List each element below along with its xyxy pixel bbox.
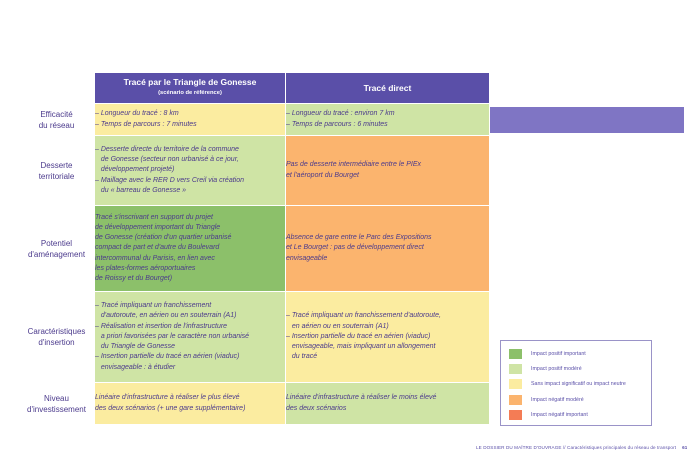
cell-text-line: – Longueur du tracé : 8 km [95, 110, 179, 118]
row-label-line: d'aménagement [27, 249, 86, 259]
cell-text-line: du Triangle de Gonesse [95, 343, 176, 351]
column-header-title: Tracé direct [363, 82, 412, 93]
legend-label: Impact positif important [531, 350, 586, 357]
column-header-subtitle: (scénario de référence) [158, 90, 222, 96]
table-row [19, 206, 490, 292]
cell-text-line: les plates-formes aéroportuaires [95, 264, 196, 272]
legend-item [509, 408, 651, 423]
table-cell [95, 292, 286, 383]
row-label-line: Niveau [44, 393, 69, 403]
cell-text-line: du « barreau de Gonesse » [95, 186, 187, 194]
cell-text-line: Tracé s'inscrivant en support du projet [95, 213, 213, 221]
table-cell [286, 206, 490, 292]
row-label-line: du réseau [38, 120, 75, 130]
table-row [19, 104, 490, 136]
legend-label: Impact positif modéré [531, 366, 582, 373]
legend-item [509, 392, 651, 407]
table-cell [286, 136, 490, 206]
table-cell [286, 383, 490, 425]
legend-swatch [509, 349, 522, 359]
legend-swatch [509, 410, 522, 420]
table-cell [95, 206, 286, 292]
table-cell [95, 383, 286, 425]
decorative-band [490, 107, 684, 133]
legend-label: Sans impact significatif ou impact neutre [531, 381, 626, 388]
cell-text-line: Linéaire d'infrastructure à réaliser le moins élevé [286, 394, 437, 402]
row-label [19, 206, 95, 292]
cell-text-line: de développement important du Triangle [95, 223, 221, 231]
cell-text-line: – Maillage avec le RER D vers Creil via création [95, 176, 244, 184]
row-label [19, 383, 95, 425]
cell-text-line: – Tracé impliquant un franchissement d'autoroute, [286, 312, 441, 320]
row-label [19, 292, 95, 383]
cell-text-line: des deux scénarios [286, 404, 347, 412]
legend-swatch [509, 364, 522, 374]
table-cell [95, 104, 286, 136]
cell-text-line: envisageable, mais impliquant un allongement [286, 343, 436, 351]
cell-text-line: d'autoroute, en aérien ou en souterrain (A1) [95, 312, 237, 320]
cell-text-line: a priori favorisées par le caractère non urbanisé [95, 332, 250, 340]
column-header-title: Tracé par le Triangle de Gonesse [123, 77, 257, 87]
row-label-line: Efficacité [40, 109, 73, 119]
row-label-line: territoriale [38, 171, 75, 181]
cell-text-line: du tracé [286, 353, 318, 361]
table-row [19, 383, 490, 425]
cell-text-line: et l'aéroport du Bourget [286, 171, 359, 179]
cell-text-line: – Longueur du tracé : environ 7 km [286, 110, 395, 118]
cell-text-line: – Desserte directe du territoire de la commune [95, 145, 239, 153]
table-row [19, 136, 490, 206]
table-row [19, 292, 490, 383]
legend-item [509, 377, 651, 392]
row-label [19, 104, 95, 136]
corner-cell [19, 73, 95, 104]
cell-text-line: – Réalisation et insertion de l'infrastructure [95, 322, 228, 330]
cell-text-line: – Temps de parcours : 7 minutes [95, 120, 197, 128]
cell-text-line: et Le Bourget : pas de développement direct [286, 244, 424, 252]
cell-text-line: compact de part et d'autre du Boulevard [95, 244, 220, 252]
cell-text-line: – Tracé impliquant un franchissement [95, 302, 212, 310]
cell-text-line: en aérien ou en souterrain (A1) [286, 322, 389, 330]
table-cell [95, 136, 286, 206]
cell-text-line: de Gonesse (création d'un quartier urbanisé [95, 234, 232, 242]
cell-text-line: – Insertion partielle du tracé en aérien (viaduc) [286, 332, 431, 340]
column-header-triangle-gonesse [95, 73, 286, 104]
cell-text-line: envisageable : à étudier [95, 363, 176, 371]
cell-text-line: envisageable [286, 254, 328, 262]
page-number: 61 [682, 445, 687, 450]
legend-label: Impact négatif modéré [531, 396, 584, 403]
cell-text-line: développement projeté) [95, 166, 175, 174]
table-cell [286, 292, 490, 383]
row-label [19, 136, 95, 206]
legend-swatch [509, 395, 522, 405]
footer-text: LE DOSSIER DU MAÎTRE D'OUVRAGE // Caractéristiques principales du réseau de transport [476, 445, 677, 450]
cell-text-line: Pas de desserte intermédiaire entre le PIEx [286, 161, 422, 169]
legend-item [509, 361, 651, 376]
row-label-line: Potentiel [40, 238, 73, 248]
impact-legend [500, 340, 652, 426]
cell-text-line: de Gonesse (secteur non urbanisé à ce jour, [95, 156, 239, 164]
comparison-table [18, 72, 490, 425]
row-label-line: d'investissement [27, 404, 86, 414]
cell-text-line: – Insertion partielle du tracé en aérien (viaduc) [95, 353, 240, 361]
legend-swatch [509, 379, 522, 389]
row-label-line: Caractéristiques [27, 327, 86, 336]
row-label-line: Desserte [40, 160, 73, 170]
row-label-line: d'insertion [38, 338, 75, 347]
page-footer [476, 445, 687, 450]
legend-item [509, 346, 651, 361]
cell-text-line: intercommunal du Parisis, en lien avec [95, 254, 215, 262]
cell-text-line: de Roissy et du Bourget) [95, 275, 173, 282]
cell-text-line: – Temps de parcours : 6 minutes [286, 120, 388, 128]
column-header-trace-direct [286, 73, 490, 104]
legend-label: Impact négatif important [531, 412, 588, 419]
cell-text-line: Absence de gare entre le Parc des Expositions [286, 234, 432, 242]
cell-text-line: des deux scénarios (+ une gare supplémentaire) [95, 404, 246, 412]
table-header-row [19, 73, 490, 104]
cell-text-line: Linéaire d'infrastructure à réaliser le plus élevé [95, 394, 240, 402]
table-cell [286, 104, 490, 136]
